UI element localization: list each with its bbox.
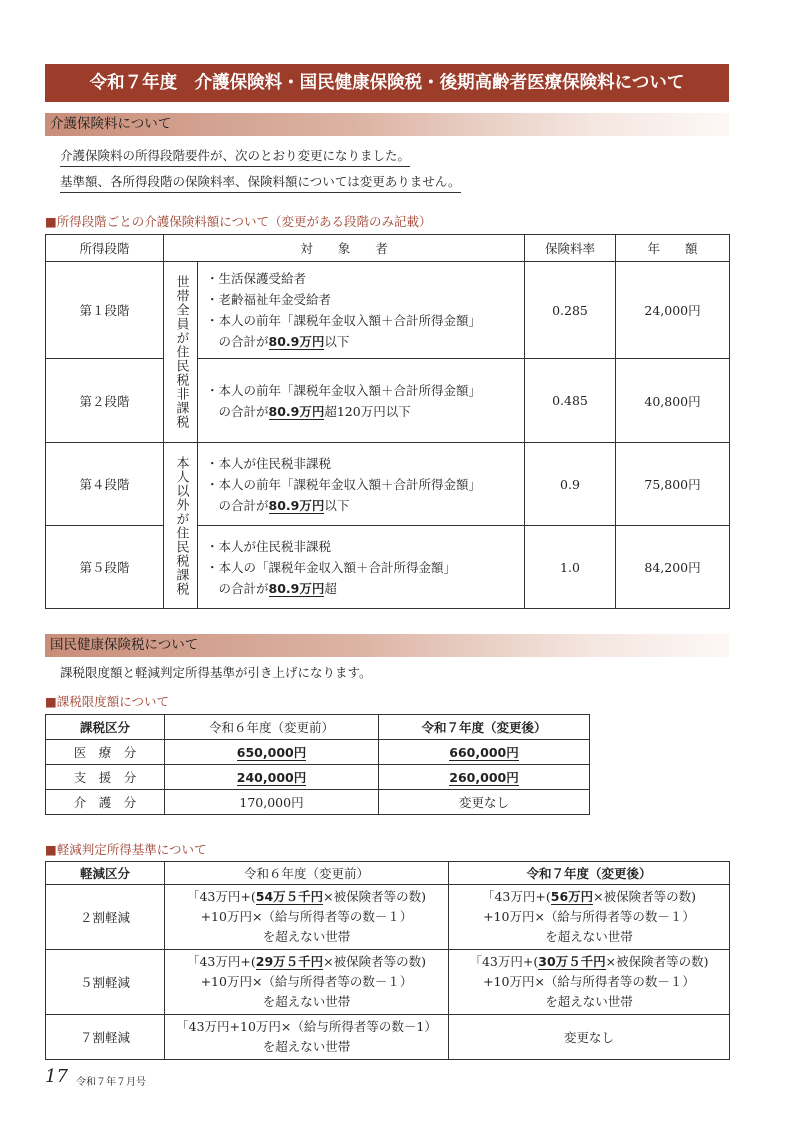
reduce-text: 「43万円+( (469, 954, 539, 969)
reduce-line (165, 952, 448, 972)
target-line: ・生活保護受給者 (206, 271, 307, 286)
limit-subhead: ■課税限度額について (45, 694, 170, 709)
kaigo-table (45, 234, 730, 609)
limit-after-value: 260,000円 (449, 770, 519, 785)
kaigo-subhead: ■所得段階ごとの介護保険料額について（変更がある段階のみ記載） (45, 214, 432, 229)
target-line: ・本人の「課税年金収入額＋合計所得金額」 (206, 559, 457, 575)
reduce-label: ５割軽減 (46, 950, 165, 1015)
table-row (46, 740, 590, 765)
limit-before (165, 740, 379, 765)
page-title: 令和７年度 介護保険料・国民健康保険税・後期高齢者医療保険料について (45, 64, 729, 102)
reduce-line: を超えない世帯 (545, 929, 633, 944)
target-cell (198, 443, 525, 526)
reduce-before (165, 950, 449, 1015)
header-amount: 年 額 (616, 235, 730, 262)
section-title-kaigo: 介護保険料について (45, 113, 729, 136)
highlight-amount: 80.9万円 (268, 334, 325, 349)
amount-cell: 24,000円 (616, 262, 730, 359)
limit-before (165, 765, 379, 790)
table-row (46, 443, 730, 526)
amount-cell: 75,800円 (616, 443, 730, 526)
target-text: の合計が (206, 403, 269, 419)
header-stage: 所得段階 (46, 235, 164, 262)
target-text: の合計が (206, 497, 269, 513)
target-text: 超120万円以下 (324, 403, 411, 419)
target-cell (198, 359, 525, 443)
target-line: ・本人が住民税非課税 (206, 455, 332, 471)
highlight-amount: 80.9万円 (268, 580, 325, 596)
target-line (206, 578, 524, 599)
stage-cell: 第２段階 (46, 359, 164, 443)
reduce-line: を超えない世帯 (262, 1039, 351, 1054)
target-text: の合計が (206, 334, 269, 349)
reduce-text: 「43万円+( (186, 954, 256, 969)
table-row (46, 950, 730, 1015)
highlight-amount: 30万５千円 (538, 954, 606, 969)
reduce-after (449, 950, 730, 1015)
target-text: の合計が (206, 580, 269, 596)
table-row (46, 790, 590, 815)
highlight-amount: 56万円 (550, 889, 594, 904)
reduce-before (165, 1015, 449, 1060)
reduce-subhead: ■軽減判定所得基準について (45, 842, 207, 857)
table-row (46, 526, 730, 609)
reduce-header-category: 軽減区分 (46, 862, 165, 885)
target-cell (198, 262, 525, 359)
reduce-line (449, 952, 729, 972)
table-header-row (46, 862, 730, 885)
stage-cell: 第１段階 (46, 262, 164, 359)
limit-before-value: 240,000円 (236, 770, 307, 785)
limit-header-after: 令和７年度（変更後） (379, 715, 590, 740)
highlight-amount: 54万５千円 (255, 889, 324, 904)
group-label-1: 世帯全員が住民税非課税 (173, 275, 189, 429)
reduce-text: ×被保険者等の数) (323, 889, 427, 904)
reduce-table (45, 861, 730, 1060)
table-row (46, 1015, 730, 1060)
target-cell (198, 526, 525, 609)
reduce-before (165, 885, 449, 950)
target-line: ・老齢福祉年金受給者 (206, 292, 332, 307)
group-label-2: 本人以外が住民税課税 (173, 455, 189, 596)
limit-table (45, 714, 590, 815)
highlight-amount: 80.9万円 (268, 403, 325, 419)
rate-cell: 0.485 (525, 359, 616, 443)
reduce-text: ×被保険者等の数) (605, 954, 709, 969)
limit-before: 170,000円 (165, 790, 379, 815)
issue-date: 令和７年７月号 (76, 1077, 146, 1088)
limit-header-category: 課税区分 (46, 715, 165, 740)
reduce-after (449, 885, 730, 950)
reduce-text: 「43万円+( (481, 889, 551, 904)
target-line: ・本人の前年「課税年金収入額＋合計所得金額」 (206, 476, 482, 492)
reduce-line: を超えない世帯 (262, 994, 351, 1009)
target-line (206, 401, 524, 422)
limit-label: 支 援 分 (46, 765, 165, 790)
target-line: ・本人の前年「課税年金収入額＋合計所得金額」 (206, 313, 482, 328)
highlight-amount: 29万５千円 (255, 954, 324, 969)
amount-cell: 84,200円 (616, 526, 730, 609)
table-header-row (46, 235, 730, 262)
table-row (46, 885, 730, 950)
reduce-label: ７割軽減 (46, 1015, 165, 1060)
target-text: 以下 (324, 334, 350, 349)
reduce-text: 「43万円+( (186, 889, 256, 904)
limit-header-before: 令和６年度（変更前） (165, 715, 379, 740)
limit-after (379, 740, 590, 765)
limit-label: 介 護 分 (46, 790, 165, 815)
reduce-label: ２割軽減 (46, 885, 165, 950)
reduce-line: を超えない世帯 (545, 994, 633, 1009)
limit-after (379, 765, 590, 790)
reduce-after: 変更なし (449, 1015, 730, 1060)
table-row (46, 262, 730, 359)
reduce-line (449, 887, 729, 907)
limit-label: 医 療 分 (46, 740, 165, 765)
target-line: ・本人の前年「課税年金収入額＋合計所得金額」 (206, 382, 482, 398)
reduce-line: を超えない世帯 (262, 929, 351, 944)
section-title-kokuho: 国民健康保険税について (45, 634, 729, 657)
header-rate: 保険料率 (525, 235, 616, 262)
reduce-header-after: 令和７年度（変更後） (449, 862, 730, 885)
reduce-header-before: 令和６年度（変更前） (165, 862, 449, 885)
kokuho-para: 課税限度額と軽減判定所得基準が引き上げになります。 (60, 665, 372, 680)
reduce-text: ×被保険者等の数) (593, 889, 697, 904)
target-text: 超 (324, 580, 337, 596)
rate-cell: 0.9 (525, 443, 616, 526)
table-row (46, 765, 590, 790)
limit-before-value: 650,000円 (236, 745, 307, 760)
header-target: 対 象 者 (164, 235, 525, 262)
stage-cell: 第４段階 (46, 443, 164, 526)
rate-cell: 1.0 (525, 526, 616, 609)
page-number: 17 (45, 1066, 68, 1087)
reduce-line: 「43万円+10万円×（給与所得者等の数－1） (176, 1019, 437, 1034)
target-line (206, 495, 524, 516)
group-cell-1 (164, 262, 198, 443)
target-text: 以下 (324, 497, 350, 513)
reduce-text: ×被保険者等の数) (323, 954, 427, 969)
reduce-line: +10万円×（給与所得者等の数－１） (483, 974, 695, 989)
reduce-line: +10万円×（給与所得者等の数－１） (200, 909, 413, 924)
kaigo-para-2: 基準額、各所得段階の保険料率、保険料額については変更ありません。 (60, 172, 461, 193)
kaigo-para-1: 介護保険料の所得段階要件が、次のとおり変更になりました。 (60, 146, 410, 167)
limit-after-value: 660,000円 (449, 745, 519, 760)
amount-cell: 40,800円 (616, 359, 730, 443)
reduce-line (165, 887, 448, 907)
reduce-line: +10万円×（給与所得者等の数－１） (200, 974, 413, 989)
limit-after: 変更なし (379, 790, 590, 815)
highlight-amount: 80.9万円 (268, 497, 325, 513)
rate-cell: 0.285 (525, 262, 616, 359)
table-header-row (46, 715, 590, 740)
target-line (206, 331, 524, 352)
reduce-line: +10万円×（給与所得者等の数－１） (483, 909, 695, 924)
table-row (46, 359, 730, 443)
stage-cell: 第５段階 (46, 526, 164, 609)
group-cell-2 (164, 443, 198, 609)
target-line: ・本人が住民税非課税 (206, 538, 332, 554)
